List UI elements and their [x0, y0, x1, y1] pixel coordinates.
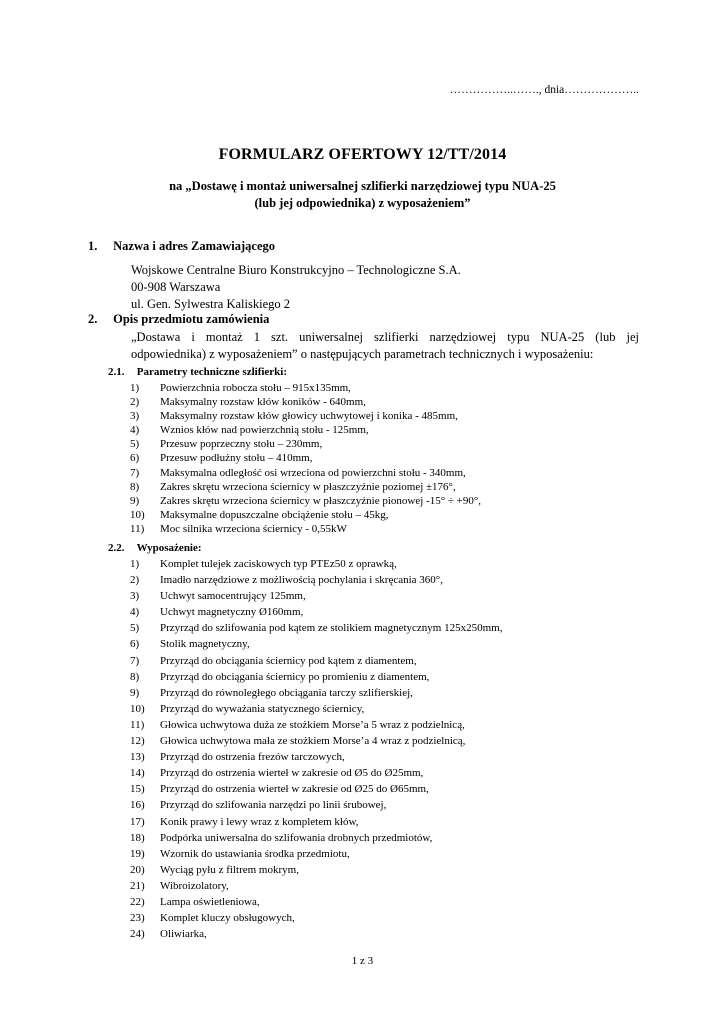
item-text: Maksymalna odległość osi wrzeciona od powierzchni stołu - 340mm,: [160, 466, 466, 479]
list-item: [130, 765, 502, 781]
item-text: Zakres skrętu wrzeciona ściernicy w płaszczyźnie poziomej ±176°,: [160, 480, 456, 493]
item-text: Przesuw podłużny stołu – 410mm,: [160, 452, 313, 465]
item-number: 7): [130, 654, 140, 667]
item-text: Uchwyt magnetyczny Ø160mm,: [160, 606, 304, 619]
list-item: [130, 451, 481, 465]
section-heading-contracting-party: [88, 239, 275, 254]
section-title: Opis przedmiotu zamówienia: [113, 312, 270, 326]
contracting-party-address: [131, 262, 461, 313]
item-number: 9): [130, 494, 140, 507]
item-text: Głowica uchwytowa mała ze stożkiem Morse’a 4 wraz z podzielnicą,: [160, 735, 466, 748]
description-line: odpowiednika) z wyposażeniem” o następujących parametrach technicznych i wyposażeniu:: [131, 347, 594, 361]
list-item: [130, 894, 502, 910]
list-item: [130, 572, 502, 588]
item-number: 21): [130, 879, 145, 892]
item-text: Wzornik do ustawiania środka przedmiotu,: [160, 847, 350, 860]
subtitle-line: (lub jej odpowiednika) z wyposażeniem”: [254, 196, 471, 210]
item-number: 1): [130, 382, 140, 394]
item-number: 22): [130, 895, 145, 908]
item-number: 8): [130, 480, 140, 493]
item-number: 7): [130, 466, 140, 479]
subsection-heading-equipment: [108, 542, 202, 554]
item-text: Uchwyt samocentrujący 125mm,: [160, 590, 306, 603]
list-item: [130, 862, 502, 878]
list-item: [130, 620, 502, 636]
list-item: [130, 669, 502, 685]
address-line: Wojskowe Centralne Biuro Konstrukcyjno – Technologiczne S.A.: [131, 263, 461, 277]
subsection-number: 2.1.: [108, 366, 125, 378]
item-number: 15): [130, 783, 145, 796]
item-text: Przesuw poprzeczny stołu – 230mm,: [160, 438, 323, 451]
item-number: 13): [130, 751, 145, 764]
list-item: [130, 846, 502, 862]
list-item: [130, 797, 502, 813]
list-item: [130, 878, 502, 894]
item-number: 2): [130, 574, 140, 587]
item-text: Wibroizolatory,: [160, 879, 229, 892]
item-number: 8): [130, 670, 140, 683]
item-text: Wyciąg pyłu z filtrem mokrym,: [160, 863, 299, 876]
item-text: Wznios kłów nad powierzchnią stołu - 125mm,: [160, 424, 369, 437]
item-number: 17): [130, 815, 145, 828]
item-text: Konik prawy i lewy wraz z kompletem kłów,: [160, 815, 359, 828]
item-number: 10): [130, 508, 145, 521]
subtitle-line: na „Dostawę i montaż uniwersalnej szlifierki narzędziowej typu NUA-25: [169, 179, 556, 193]
section-number: 1.: [88, 239, 98, 253]
list-item: [130, 636, 502, 652]
item-text: Przyrząd do ostrzenia wierteł w zakresie od Ø5 do Ø25mm,: [160, 767, 424, 780]
list-item: [130, 395, 481, 409]
list-item: [130, 466, 481, 480]
parameters-list: [130, 381, 481, 536]
item-number: 11): [130, 718, 145, 731]
item-number: 3): [130, 590, 140, 603]
item-text: Lampa oświetleniowa,: [160, 895, 260, 908]
item-number: 11): [130, 522, 145, 535]
item-text: Stolik magnetyczny,: [160, 638, 250, 651]
subject-description: [131, 329, 639, 363]
item-text: Maksymalny rozstaw kłów głowicy uchwytowej i konika - 485mm,: [160, 410, 458, 423]
list-item: [130, 522, 481, 536]
item-text: Przyrząd do wyważania statycznego ściernicy,: [160, 702, 365, 715]
list-item: [130, 409, 481, 423]
item-text: Przyrząd do obciągania ściernicy po promieniu z diamentem,: [160, 670, 430, 683]
date-line: ……………..……., dnia………………..: [449, 84, 639, 96]
list-item: [130, 926, 502, 942]
address-line: ul. Gen. Sylwestra Kaliskiego 2: [131, 297, 291, 311]
item-text: Maksymalne dopuszczalne obciążenie stołu – 45kg,: [160, 508, 389, 521]
item-number: 14): [130, 767, 145, 780]
item-number: 3): [130, 410, 140, 423]
subsection-number: 2.2.: [108, 542, 125, 554]
item-text: Przyrząd do szlifowania narzędzi po linii śrubowej,: [160, 799, 387, 812]
item-number: 10): [130, 702, 145, 715]
item-text: Podpórka uniwersalna do szlifowania drobnych przedmiotów,: [160, 831, 433, 844]
list-item: [130, 830, 502, 846]
item-text: Moc silnika wrzeciona ściernicy - 0,55kW: [160, 522, 347, 535]
list-item: [130, 685, 502, 701]
item-text: Komplet tulejek zaciskowych typ PTEz50 z oprawką,: [160, 558, 397, 570]
item-number: 5): [130, 622, 140, 635]
item-text: Maksymalny rozstaw kłów koników - 640mm,: [160, 396, 366, 409]
item-number: 2): [130, 396, 140, 409]
item-text: Komplet kluczy obsługowych,: [160, 912, 295, 925]
list-item: [130, 508, 481, 522]
item-text: Przyrząd do obciągania ściernicy pod kątem z diamentem,: [160, 654, 417, 667]
item-number: 19): [130, 847, 145, 860]
list-item: [130, 701, 502, 717]
address-line: 00-908 Warszawa: [131, 280, 221, 294]
item-text: Powierzchnia robocza stołu – 915x135mm,: [160, 382, 351, 394]
subsection-title: Wyposażenie:: [136, 542, 202, 554]
item-number: 1): [130, 558, 140, 570]
list-item: [130, 604, 502, 620]
list-item: [130, 480, 481, 494]
page-number: 1 z 3: [351, 955, 374, 967]
item-number: 24): [130, 928, 145, 941]
item-number: 6): [130, 638, 140, 651]
item-text: Przyrząd do ostrzenia wierteł w zakresie od Ø25 do Ø65mm,: [160, 783, 429, 796]
item-text: Oliwiarka,: [160, 928, 207, 941]
subsection-title: Parametry techniczne szlifierki:: [136, 366, 288, 378]
list-item: [130, 437, 481, 451]
subsection-heading-parameters: [108, 366, 287, 378]
equipment-list: [130, 556, 502, 942]
item-number: 5): [130, 438, 140, 451]
description-line: „Dostawa i montaż 1 szt. uniwersalnej szlifierki narzędziowej typu NUA-25 (lub jej: [131, 330, 639, 344]
list-item: [130, 588, 502, 604]
list-item: [130, 814, 502, 830]
item-number: 20): [130, 863, 145, 876]
list-item: [130, 423, 481, 437]
list-item: [130, 749, 502, 765]
list-item: [130, 494, 481, 508]
item-text: Zakres skrętu wrzeciona ściernicy w płaszczyźnie pionowej -15° ÷ +90°,: [160, 494, 481, 507]
item-number: 16): [130, 799, 145, 812]
item-number: 12): [130, 735, 145, 748]
item-number: 4): [130, 424, 140, 437]
item-number: 18): [130, 831, 145, 844]
list-item: [130, 733, 502, 749]
list-item: [130, 381, 481, 395]
item-text: Przyrząd do szlifowania pod kątem ze stolikiem magnetycznym 125x250mm,: [160, 622, 503, 635]
list-item: [130, 717, 502, 733]
section-number: 2.: [88, 312, 98, 326]
list-item: [130, 781, 502, 797]
item-number: 23): [130, 912, 145, 925]
list-item: [130, 653, 502, 669]
item-text: Przyrząd do ostrzenia frezów tarczowych,: [160, 751, 345, 764]
item-number: 4): [130, 606, 140, 619]
section-title: Nazwa i adres Zamawiającego: [113, 239, 276, 253]
document-title: FORMULARZ OFERTOWY 12/TT/2014: [218, 146, 507, 163]
item-text: Przyrząd do równoległego obciągania tarczy szlifierskiej,: [160, 686, 413, 699]
section-heading-subject: [88, 312, 269, 327]
document-subtitle: [0, 178, 725, 212]
item-number: 9): [130, 686, 140, 699]
item-text: Głowica uchwytowa duża ze stożkiem Morse’a 5 wraz z podzielnicą,: [160, 718, 465, 731]
list-item: [130, 910, 502, 926]
list-item: [130, 556, 502, 572]
item-number: 6): [130, 452, 140, 465]
item-text: Imadło narzędziowe z możliwością pochylania i skręcania 360°,: [160, 574, 443, 587]
